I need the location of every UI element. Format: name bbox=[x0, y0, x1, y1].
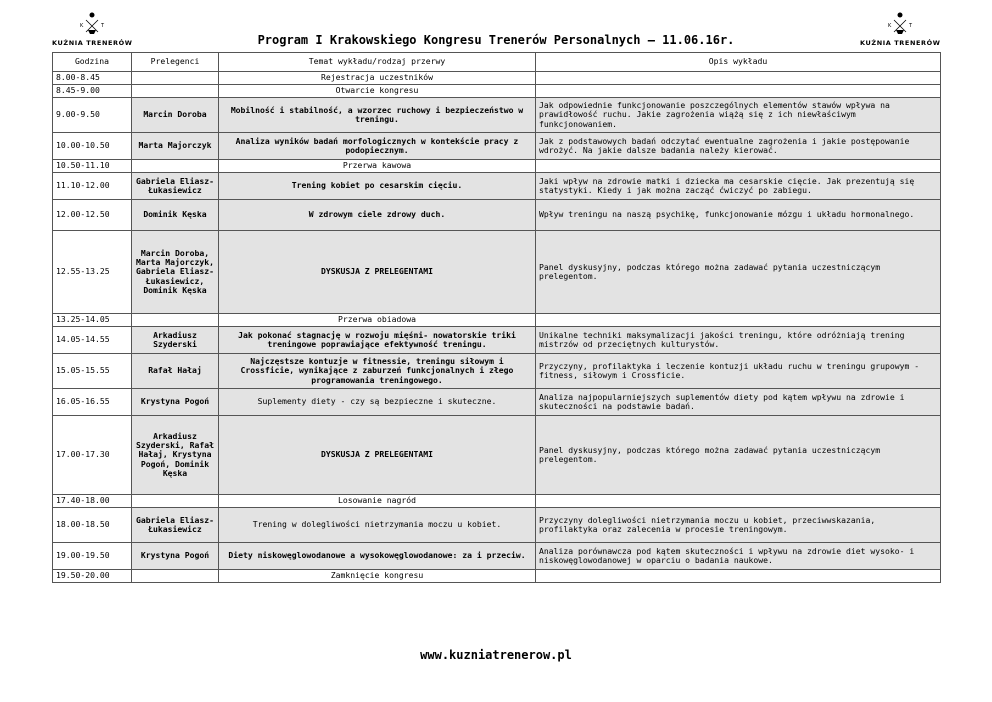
cell-break-label: Przerwa obiadowa bbox=[219, 314, 536, 327]
table-row-session bbox=[53, 354, 941, 389]
program-table-body bbox=[53, 72, 941, 583]
cell-topic: Analiza wyników badań morfologicznych w kontekście pracy z podopiecznym. bbox=[219, 133, 536, 160]
cell-topic: Mobilność i stabilność, a wzorzec ruchowy i bezpieczeństwo w treningu. bbox=[219, 98, 536, 133]
cell-break-label: Rejestracja uczestników bbox=[219, 72, 536, 85]
cell-description-empty bbox=[536, 570, 941, 583]
cell-description-empty bbox=[536, 72, 941, 85]
cell-time: 17.40-18.00 bbox=[53, 495, 132, 508]
cell-speaker-empty bbox=[132, 72, 219, 85]
cell-topic: DYSKUSJA Z PRELEGENTAMI bbox=[219, 231, 536, 314]
cell-speaker-empty bbox=[132, 85, 219, 98]
cell-speaker-empty bbox=[132, 570, 219, 583]
cell-description: Przyczyny, profilaktyka i leczenie kontuzji układu ruchu w treningu grupowym - fitness, siłowym i Crossficie. bbox=[536, 354, 941, 389]
cell-speaker: Marcin Doroba, Marta Majorczyk, Gabriela Eliasz-Łukasiewicz, Dominik Kęska bbox=[132, 231, 219, 314]
column-header-description: Opis wykładu bbox=[536, 53, 941, 72]
cell-description: Unikalne techniki maksymalizacji jakości treningu, które odróżniają trening mistrzów od przeciętnych kulturystów. bbox=[536, 327, 941, 354]
table-row-session bbox=[53, 133, 941, 160]
cell-time: 12.55-13.25 bbox=[53, 231, 132, 314]
column-header-speakers: Prelegenci bbox=[132, 53, 219, 72]
column-header-topic: Temat wykładu/rodzaj przerwy bbox=[219, 53, 536, 72]
logo-left-text: KUŹNIA TRENERÓW bbox=[52, 39, 133, 47]
page-title: Program I Krakowskiego Kongresu Trenerów Personalnych – 11.06.16r. bbox=[257, 33, 735, 47]
cell-break-label: Przerwa kawowa bbox=[219, 160, 536, 173]
table-row-session bbox=[53, 416, 941, 495]
cell-speaker: Krystyna Pogoń bbox=[132, 389, 219, 416]
cell-time: 12.00-12.50 bbox=[53, 200, 132, 231]
cell-time: 10.50-11.10 bbox=[53, 160, 132, 173]
table-row-break bbox=[53, 570, 941, 583]
cell-speaker-empty bbox=[132, 495, 219, 508]
logo-letter-k: K bbox=[888, 23, 892, 29]
cell-description-empty bbox=[536, 495, 941, 508]
footer-website: www.kuzniatrenerow.pl bbox=[420, 648, 572, 662]
cell-time: 9.00-9.50 bbox=[53, 98, 132, 133]
cell-time: 18.00-18.50 bbox=[53, 508, 132, 543]
cell-time: 13.25-14.05 bbox=[53, 314, 132, 327]
cell-time: 14.05-14.55 bbox=[53, 327, 132, 354]
cell-description: Jak z podstawowych badań odczytać ewentualne zagrożenia i jakie postępowanie wdrożyć. Na jakie dalsze badania należy kierować. bbox=[536, 133, 941, 160]
cell-time: 19.00-19.50 bbox=[53, 543, 132, 570]
cell-speaker-empty bbox=[132, 160, 219, 173]
table-row-session bbox=[53, 508, 941, 543]
table-row-session bbox=[53, 173, 941, 200]
cell-break-label: Zamknięcie kongresu bbox=[219, 570, 536, 583]
cell-time: 15.05-15.55 bbox=[53, 354, 132, 389]
cell-description: Jaki wpływ na zdrowie matki i dziecka ma cesarskie cięcie. Jak prezentują się statystyki. Kiedy i jak można zacząć ćwiczyć po zabiegu. bbox=[536, 173, 941, 200]
table-row-break bbox=[53, 160, 941, 173]
table-row-session bbox=[53, 327, 941, 354]
cell-speaker-empty bbox=[132, 314, 219, 327]
cell-description: Jak odpowiednie funkcjonowanie poszczególnych elementów stawów wpływa na prawidłowość ruchu. Jakie zagrożenia wiążą się z ich niewłaściwym funkcjonowaniem. bbox=[536, 98, 941, 133]
cell-topic: DYSKUSJA Z PRELEGENTAMI bbox=[219, 416, 536, 495]
table-row-session bbox=[53, 231, 941, 314]
logo-letter-t: T bbox=[101, 23, 105, 29]
page-header bbox=[52, 10, 940, 52]
cell-description: Panel dyskusyjny, podczas którego można zadawać pytania uczestniczącym prelegentom. bbox=[536, 416, 941, 495]
logo-right-text: KUŹNIA TRENERÓW bbox=[860, 39, 941, 47]
table-row-session bbox=[53, 98, 941, 133]
table-row-session bbox=[53, 200, 941, 231]
cell-speaker: Arkadiusz Szyderski bbox=[132, 327, 219, 354]
cell-topic: Jak pokonać stagnację w rozwoju mięśni- nowatorskie triki treningowe poprawiające efektywność treningu. bbox=[219, 327, 536, 354]
anvil-logo-icon bbox=[880, 10, 920, 38]
cell-time: 8.00-8.45 bbox=[53, 72, 132, 85]
column-header-time: Godzina bbox=[53, 53, 132, 72]
cell-description: Przyczyny dolegliwości nietrzymania moczu u kobiet, przeciwwskazania, profilaktyka oraz zalecenia w procesie treningowym. bbox=[536, 508, 941, 543]
cell-time: 19.50-20.00 bbox=[53, 570, 132, 583]
cell-speaker: Krystyna Pogoń bbox=[132, 543, 219, 570]
cell-time: 17.00-17.30 bbox=[53, 416, 132, 495]
cell-time: 8.45-9.00 bbox=[53, 85, 132, 98]
cell-speaker: Gabriela Eliasz-Łukasiewicz bbox=[132, 508, 219, 543]
cell-topic: Suplementy diety - czy są bezpieczne i skuteczne. bbox=[219, 389, 536, 416]
cell-description-empty bbox=[536, 85, 941, 98]
cell-topic: Trening w dolegliwości nietrzymania moczu u kobiet. bbox=[219, 508, 536, 543]
cell-description: Analiza najpopularniejszych suplementów diety pod kątem wpływu na zdrowie i skuteczności na podstawie badań. bbox=[536, 389, 941, 416]
logo-right bbox=[860, 10, 940, 52]
table-row-session bbox=[53, 543, 941, 570]
cell-speaker: Dominik Kęska bbox=[132, 200, 219, 231]
cell-description: Analiza porównawcza pod kątem skuteczności i wpływu na zdrowie diet wysoko- i niskowęglowodanowej w oparciu o badania naukowe. bbox=[536, 543, 941, 570]
cell-description-empty bbox=[536, 160, 941, 173]
cell-time: 16.05-16.55 bbox=[53, 389, 132, 416]
cell-time: 11.10-12.00 bbox=[53, 173, 132, 200]
cell-topic: Diety niskowęglowodanowe a wysokowęglowodanowe: za i przeciw. bbox=[219, 543, 536, 570]
table-row-session bbox=[53, 389, 941, 416]
cell-description: Panel dyskusyjny, podczas którego można zadawać pytania uczestniczącym prelegentom. bbox=[536, 231, 941, 314]
program-table bbox=[52, 52, 941, 583]
cell-topic: Trening kobiet po cesarskim cięciu. bbox=[219, 173, 536, 200]
cell-topic: W zdrowym ciele zdrowy duch. bbox=[219, 200, 536, 231]
cell-speaker: Marcin Doroba bbox=[132, 98, 219, 133]
cell-description-empty bbox=[536, 314, 941, 327]
logo-letter-t: T bbox=[909, 23, 913, 29]
table-row-break bbox=[53, 72, 941, 85]
cell-speaker: Rafał Hałaj bbox=[132, 354, 219, 389]
cell-description: Wpływ treningu na naszą psychikę, funkcjonowanie mózgu i układu hormonalnego. bbox=[536, 200, 941, 231]
table-header-row bbox=[53, 53, 941, 72]
table-row-break bbox=[53, 314, 941, 327]
table-row-break bbox=[53, 495, 941, 508]
cell-time: 10.00-10.50 bbox=[53, 133, 132, 160]
cell-speaker: Arkadiusz Szyderski, Rafał Hałaj, Krystyna Pogoń, Dominik Kęska bbox=[132, 416, 219, 495]
logo-letter-k: K bbox=[80, 23, 84, 29]
cell-speaker: Gabriela Eliasz-Łukasiewicz bbox=[132, 173, 219, 200]
cell-break-label: Otwarcie kongresu bbox=[219, 85, 536, 98]
cell-speaker: Marta Majorczyk bbox=[132, 133, 219, 160]
cell-topic: Najczęstsze kontuzje w fitnessie, treningu siłowym i Crossficie, wynikające z zaburzeń funkcjonalnych i złego programowania treningowego. bbox=[219, 354, 536, 389]
table-row-break bbox=[53, 85, 941, 98]
cell-break-label: Losowanie nagród bbox=[219, 495, 536, 508]
